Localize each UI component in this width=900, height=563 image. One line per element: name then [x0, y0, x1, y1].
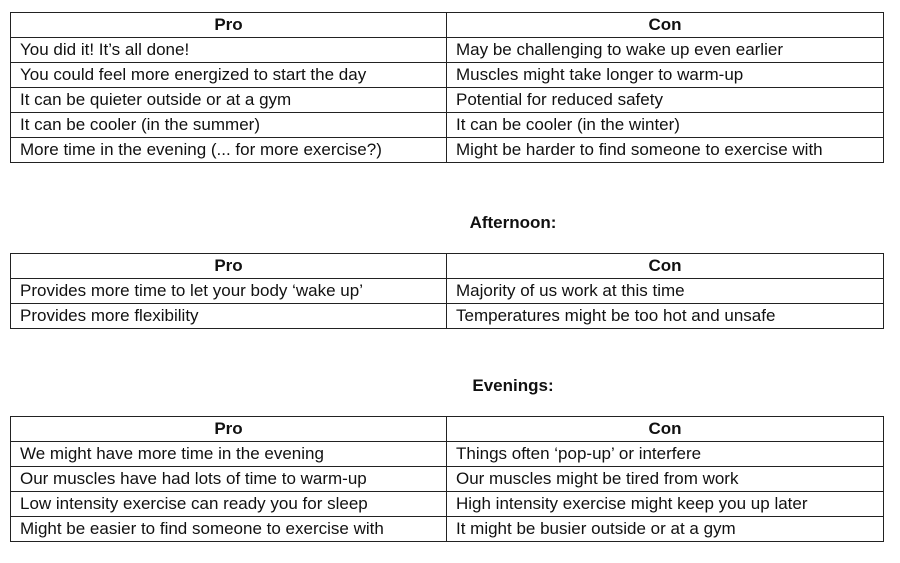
evenings-title: Evenings:	[472, 376, 554, 395]
con-cell: Things often ‘pop-up’ or interfere	[447, 442, 884, 467]
pro-header: Pro	[11, 417, 447, 442]
con-cell: Majority of us work at this time	[447, 279, 884, 304]
pro-cell: Our muscles have had lots of time to warm-up	[11, 467, 447, 492]
table-row	[11, 442, 884, 467]
morning-pros-cons-table	[10, 12, 884, 163]
pro-cell: More time in the evening (... for more exercise?)	[11, 138, 447, 163]
table-row	[11, 113, 884, 138]
con-cell: May be challenging to wake up even earlier	[447, 38, 884, 63]
afternoon-title: Afternoon:	[469, 213, 557, 232]
con-cell: Muscles might take longer to warm-up	[447, 63, 884, 88]
table-row	[11, 517, 884, 542]
con-cell: It might be busier outside or at a gym	[447, 517, 884, 542]
pro-cell: You could feel more energized to start the day	[11, 63, 447, 88]
table-row	[11, 88, 884, 113]
table-row	[11, 38, 884, 63]
pro-cell: Low intensity exercise can ready you for sleep	[11, 492, 447, 517]
table-row	[11, 492, 884, 517]
pro-cell: Might be easier to find someone to exercise with	[11, 517, 447, 542]
con-cell: It can be cooler (in the winter)	[447, 113, 884, 138]
pro-cell: It can be cooler (in the summer)	[11, 113, 447, 138]
pro-cell: You did it! It’s all done!	[11, 38, 447, 63]
pro-cell: We might have more time in the evening	[11, 442, 447, 467]
con-cell: Temperatures might be too hot and unsafe	[447, 304, 884, 329]
con-cell: High intensity exercise might keep you up later	[447, 492, 884, 517]
table-row	[11, 467, 884, 492]
evenings-pros-cons-table	[10, 416, 884, 542]
pro-header: Pro	[11, 254, 447, 279]
pro-cell: Provides more time to let your body ‘wake up’	[11, 279, 447, 304]
pro-cell: Provides more flexibility	[11, 304, 447, 329]
table-header-row	[11, 13, 884, 38]
con-header: Con	[447, 417, 884, 442]
pro-header: Pro	[11, 13, 447, 38]
con-cell: Potential for reduced safety	[447, 88, 884, 113]
con-header: Con	[447, 13, 884, 38]
table-header-row	[11, 254, 884, 279]
table-row	[11, 138, 884, 163]
table-row	[11, 63, 884, 88]
afternoon-pros-cons-table	[10, 253, 884, 329]
con-header: Con	[447, 254, 884, 279]
table-row	[11, 304, 884, 329]
con-cell: Might be harder to find someone to exercise with	[447, 138, 884, 163]
table-header-row	[11, 417, 884, 442]
con-cell: Our muscles might be tired from work	[447, 467, 884, 492]
table-row	[11, 279, 884, 304]
pro-cell: It can be quieter outside or at a gym	[11, 88, 447, 113]
